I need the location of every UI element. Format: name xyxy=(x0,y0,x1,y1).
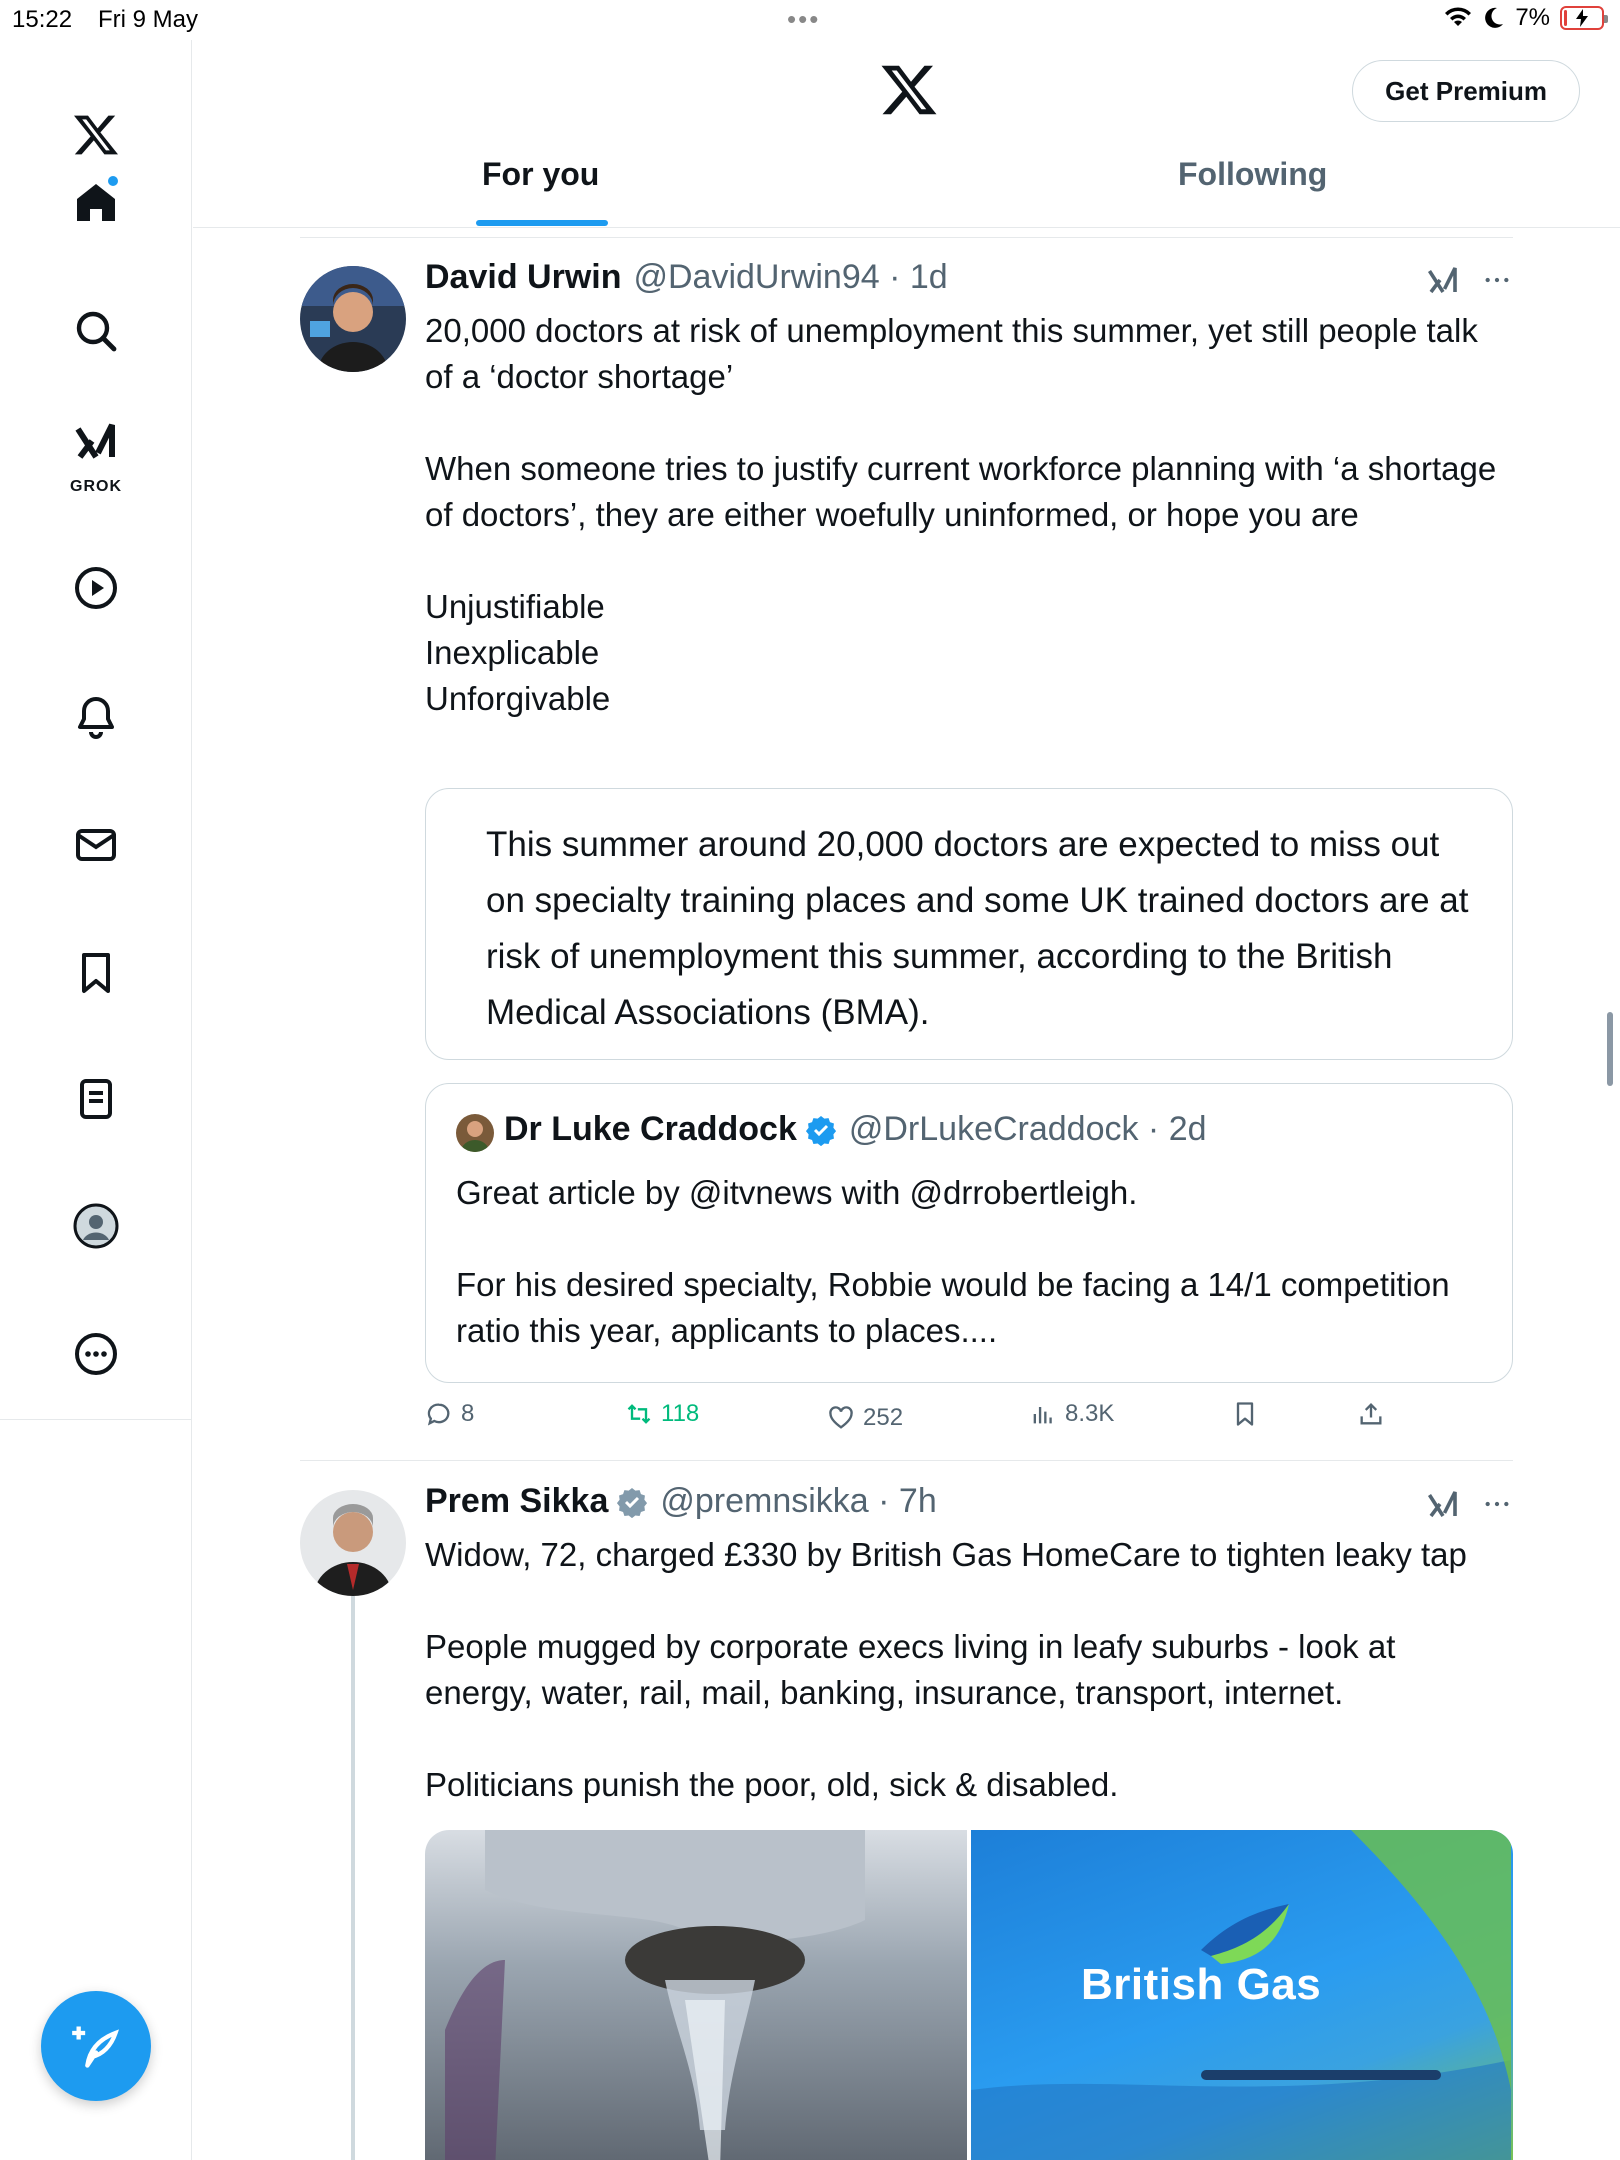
grok-icon[interactable] xyxy=(1425,1486,1461,1522)
tweet-header xyxy=(425,1482,937,1521)
quoted-tweet[interactable] xyxy=(425,1083,1513,1383)
tweet-image-tap[interactable] xyxy=(425,1830,967,2160)
nav-bookmarks[interactable] xyxy=(0,928,192,1018)
nav-video[interactable] xyxy=(0,543,192,633)
profile-avatar-icon xyxy=(72,1202,120,1250)
reply-icon xyxy=(425,1400,453,1428)
tweet-text: 20,000 doctors at risk of unemployment this summer, yet still people talk of a ‘doctor shortage’ When someone tries to justify current workforce planning with ‘a shortage of doctors’, they are either woefully uninformed, or hope you are Unjustifiable Inexplicable Unforgivable xyxy=(425,312,1497,717)
british-gas-logo-text: British Gas xyxy=(1081,1960,1322,2009)
lists-icon xyxy=(72,1075,120,1123)
feed-divider xyxy=(300,237,1513,238)
more-options-icon[interactable] xyxy=(1481,264,1513,296)
like-count: 252 xyxy=(863,1404,904,1431)
active-tab-indicator xyxy=(476,220,608,226)
nav-divider xyxy=(0,1419,192,1420)
home-notification-dot xyxy=(106,174,120,188)
avatar xyxy=(456,1114,494,1152)
battery-fill xyxy=(1564,10,1567,26)
view-count: 8.3K xyxy=(1065,1400,1115,1427)
wifi-icon xyxy=(1443,6,1473,30)
tweet-action-bar xyxy=(425,1400,1513,1440)
quoted-author-handle-time: @DrLukeCraddock · 2d xyxy=(848,1110,1207,1148)
tweet-media[interactable] xyxy=(425,1830,1513,2160)
scrollbar[interactable] xyxy=(1607,1012,1613,1086)
battery-icon xyxy=(1560,6,1604,30)
bookmark-icon xyxy=(72,949,120,997)
tweet-top-actions xyxy=(1425,1486,1513,1522)
x-logo-icon[interactable] xyxy=(879,60,939,120)
reply-count: 8 xyxy=(461,1400,475,1427)
nav-grok[interactable] xyxy=(0,406,192,496)
share-button[interactable] xyxy=(1357,1400,1385,1428)
bookmark-icon xyxy=(1231,1400,1259,1428)
tab-following[interactable]: Following xyxy=(1178,156,1328,192)
tweet-image-van[interactable] xyxy=(971,1830,1513,2160)
nav-profile[interactable] xyxy=(0,1181,192,1271)
grok-icon xyxy=(72,417,120,465)
more-options-icon[interactable] xyxy=(1481,1488,1513,1520)
quoted-text-card[interactable] xyxy=(425,788,1513,1060)
nav-lists[interactable] xyxy=(0,1054,192,1144)
heart-icon xyxy=(827,1404,855,1432)
avatar[interactable] xyxy=(300,266,406,372)
quote-text: This summer around 20,000 doctors are expected to miss out on specialty training places and some UK trained doctors are at risk of unemployment this summer, according to the British Medical Associations (BMA). xyxy=(486,825,1469,1032)
video-play-icon xyxy=(72,564,120,612)
x-logo-icon xyxy=(72,111,120,159)
verified-badge-icon xyxy=(616,1486,648,1518)
moon-icon xyxy=(1483,6,1505,30)
avatar[interactable] xyxy=(300,1490,406,1596)
verified-badge-icon xyxy=(805,1114,837,1146)
nav-more[interactable] xyxy=(0,1309,192,1399)
views-chart-icon xyxy=(1029,1400,1057,1428)
bell-icon xyxy=(72,693,120,741)
nav-messages[interactable] xyxy=(0,800,192,890)
search-icon xyxy=(72,307,120,355)
tweet-top-actions xyxy=(1425,262,1513,298)
timeline-header xyxy=(193,40,1620,228)
thread-line xyxy=(351,1596,355,2160)
nav-notifications[interactable] xyxy=(0,672,192,762)
more-circle-icon xyxy=(72,1330,120,1378)
reply-button[interactable] xyxy=(425,1400,474,1428)
like-button[interactable] xyxy=(827,1404,903,1432)
battery-percent: 7% xyxy=(1515,4,1550,31)
tweet-header xyxy=(425,258,948,297)
status-bar xyxy=(0,0,1620,40)
author-name[interactable]: David Urwin xyxy=(425,258,622,296)
status-indicators xyxy=(1443,4,1604,32)
author-handle-time[interactable]: @DavidUrwin94 · 1d xyxy=(633,258,948,296)
nav-explore[interactable] xyxy=(0,286,192,376)
status-time: 15:22 xyxy=(12,6,73,33)
retweet-button[interactable] xyxy=(625,1400,699,1428)
compose-feather-icon xyxy=(70,2020,122,2072)
compose-post-button[interactable] xyxy=(41,1991,151,2101)
nav-home[interactable] xyxy=(0,158,192,248)
quoted-tweet-text: Great article by @itvnews with @drrobertleigh. For his desired specialty, Robbie would be facing a 14/1 competition ratio this year, applicants to places.... xyxy=(456,1174,1450,1349)
bookmark-button[interactable] xyxy=(1231,1400,1259,1428)
tweet-text: Widow, 72, charged £330 by British Gas HomeCare to tighten leaky tap People mugged by corporate execs living in leafy suburbs - look at energy, water, rail, mail, banking, insurance, transport, internet. Politicians punish the poor, old, sick & disabled. xyxy=(425,1536,1467,1803)
status-date: Fri 9 May xyxy=(98,6,199,33)
quoted-author-name: Dr Luke Craddock xyxy=(504,1110,797,1148)
views-button[interactable] xyxy=(1029,1400,1114,1428)
mail-icon xyxy=(72,821,120,869)
author-handle-time[interactable]: @premnsikka · 7h xyxy=(660,1482,937,1520)
multitasking-dots-icon[interactable]: ••• xyxy=(787,4,821,34)
grok-icon[interactable] xyxy=(1425,262,1461,298)
tweet-divider xyxy=(300,1460,1513,1461)
quoted-tweet-header xyxy=(504,1110,1207,1149)
get-premium-button[interactable]: Get Premium xyxy=(1352,60,1580,122)
side-navigation xyxy=(0,40,192,2160)
share-icon xyxy=(1357,1400,1385,1428)
tab-for-you[interactable]: For you xyxy=(482,156,600,192)
retweet-icon xyxy=(625,1400,653,1428)
grok-label: GROK xyxy=(70,478,122,495)
retweet-count: 118 xyxy=(661,1400,700,1427)
author-name[interactable]: Prem Sikka xyxy=(425,1482,609,1520)
